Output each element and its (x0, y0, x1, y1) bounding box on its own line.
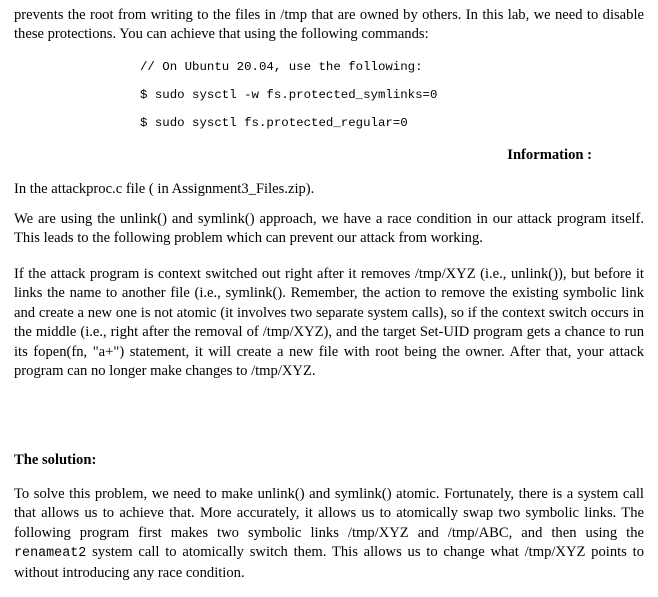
context-switch-paragraph: If the attack program is context switched out right after it removes /tmp/XYZ (i.e., unlink()), but before it links the name to another file (i.e., symlink(). Remember, the action to remove the existing symbolic link and create a new one is not atomic (it involves two separate system calls), so if the context switch occurs in the middle (i.e., right after the removal of /tmp/XYZ), and the target Set-UID program gets a chance to run its fopen(fn, "a+") statement, it will create a new file with root being the owner. After that, your attack program can no longer make changes to /tmp/XYZ. (14, 266, 644, 380)
solution-heading: The solution: (14, 452, 97, 468)
solution-text-start: To solve this problem, we need to make unlink() and symlink() atomic. Fortunately, there is a system call that allows us to achieve that. More accurately, it allows us to atomically swap two symbolic links. The following program first makes two symbolic links /tmp/XYZ and /tmp/ABC, and then using the (14, 486, 644, 541)
file-reference-line: In the attackproc.c file ( in Assignment3_Files.zip). (14, 181, 315, 197)
solution-text-end: system call to atomically switch them. This allows us to change what /tmp/XYZ points to without introducing any race condition. (14, 544, 644, 581)
command-protected-regular: $ sudo sysctl fs.protected_regular=0 (140, 116, 408, 130)
renameat2-code: renameat2 (14, 546, 87, 562)
solution-paragraph (14, 485, 644, 583)
unlink-paragraph: We are using the unlink() and symlink() approach, we have a race condition in our attack program itself. This leads to the following problem which can prevent our attack from working. (14, 211, 644, 247)
information-heading: Information : (507, 147, 592, 163)
command-protected-symlinks: $ sudo sysctl -w fs.protected_symlinks=0 (140, 88, 438, 102)
intro-paragraph: prevents the root from writing to the files in /tmp that are owned by others. In this lab, we need to disable these protections. You can achieve that using the following commands: (14, 7, 644, 43)
command-comment: // On Ubuntu 20.04, use the following: (140, 60, 423, 74)
